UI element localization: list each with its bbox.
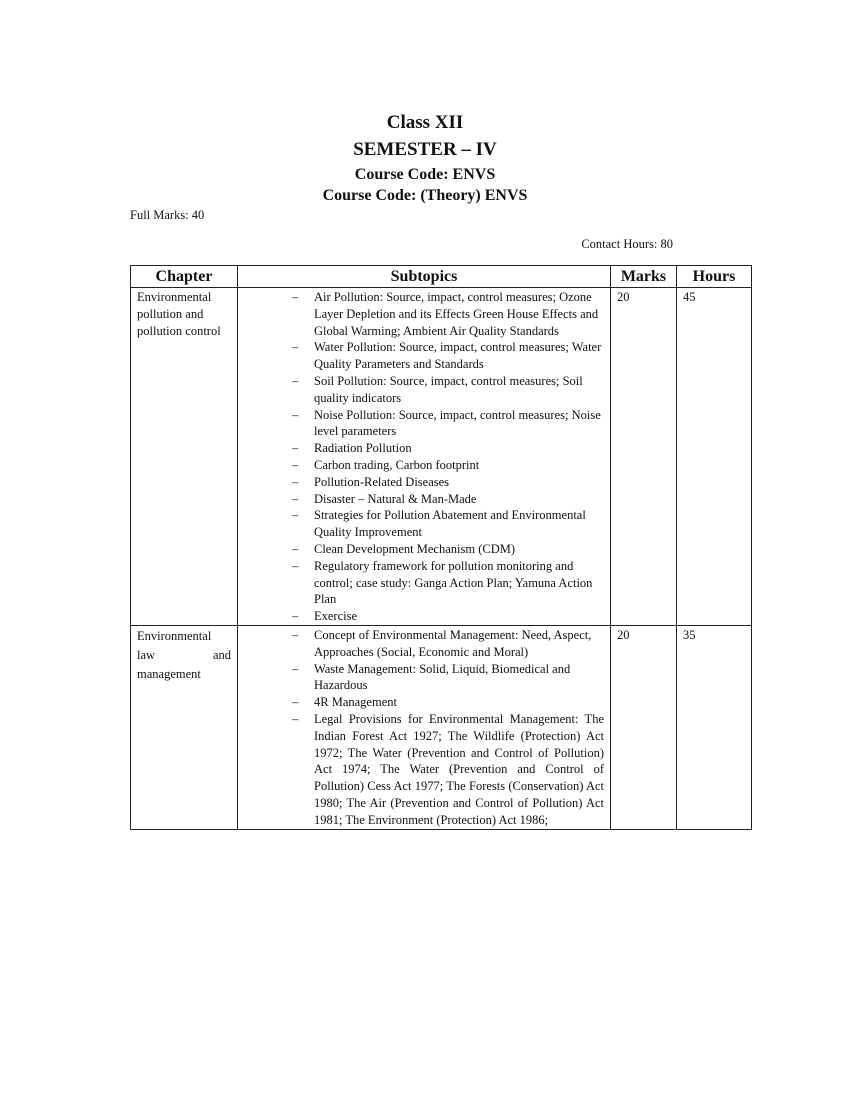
header-chapter: Chapter <box>131 266 238 288</box>
list-item <box>292 711 604 829</box>
subtopics-cell <box>238 625 611 829</box>
list-item <box>292 558 604 608</box>
list-item <box>292 507 604 541</box>
list-item <box>292 457 604 474</box>
dash-bullet: – <box>292 340 299 355</box>
list-item <box>292 541 604 558</box>
subtopic-list <box>244 627 604 829</box>
subtopics-cell <box>238 288 611 626</box>
header-hours: Hours <box>677 266 752 288</box>
hours-cell <box>677 625 752 829</box>
course-code-theory: Course Code: (Theory) ENVS <box>322 187 528 204</box>
marks-cell <box>611 288 677 626</box>
chapter-name: Environmental pollution and pollution control <box>137 290 221 338</box>
table-header-row <box>131 266 752 288</box>
header-marks: Marks <box>611 266 677 288</box>
subtopic-text: Concept of Environmental Management: Need, Aspect, Approaches (Social, Economic and Moral) <box>314 627 592 659</box>
subtopic-text: Water Pollution: Source, impact, control measures; Water Quality Parameters and Standards <box>314 340 602 372</box>
dash-bullet: – <box>292 609 299 624</box>
semester-title: SEMESTER – IV <box>353 139 497 160</box>
table-row <box>131 288 752 626</box>
chapter-name: Environmental law and management <box>137 628 231 681</box>
marks-value: 20 <box>617 290 630 304</box>
subtopic-text: Soil Pollution: Source, impact, control measures; Soil quality indicators <box>314 373 583 405</box>
list-item <box>292 608 604 625</box>
marks-cell <box>611 625 677 829</box>
list-item <box>292 289 604 339</box>
list-item <box>292 407 604 441</box>
dash-bullet: – <box>292 627 299 642</box>
syllabus-table <box>130 265 752 830</box>
dash-bullet: – <box>292 457 299 472</box>
subtopic-text: Noise Pollution: Source, impact, control measures; Noise level parameters <box>314 407 601 439</box>
class-title: Class XII <box>386 112 464 133</box>
dash-bullet: – <box>292 541 299 556</box>
subtopic-text: 4R Management <box>314 695 397 710</box>
subtopic-text: Exercise <box>314 609 358 624</box>
chapter-cell <box>131 625 238 829</box>
subtopic-text: Regulatory framework for pollution monitoring and control; case study: Ganga Action Plan; Yamuna Action Plan <box>314 558 593 607</box>
contact-hours: Contact Hours: 80 <box>581 237 673 251</box>
dash-bullet: – <box>292 474 299 489</box>
list-item <box>292 373 604 407</box>
list-item <box>292 694 604 711</box>
dash-bullet: – <box>292 711 299 726</box>
header-subtopics: Subtopics <box>238 266 611 288</box>
hours-value: 35 <box>683 627 696 642</box>
subtopic-text: Legal Provisions for Environmental Management: The Indian Forest Act 1927; The Wildlife (Protection) Act 1972; The Water (Prevention and Control of Pollution) Act 1974; The Water (Prevention and Control of Pollution) Cess Act 1977; The Forests (Conservation) Act 1980; The Air (Prevention and Control of Pollution) Act 1981; The Environment (Protection) Act 1986; <box>314 711 604 827</box>
list-item <box>292 627 604 661</box>
marks-value: 20 <box>617 627 630 642</box>
list-item <box>292 474 604 491</box>
list-item <box>292 440 604 457</box>
dash-bullet: – <box>292 695 299 710</box>
subtopic-text: Clean Development Mechanism (CDM) <box>314 541 515 556</box>
dash-bullet: – <box>292 290 299 304</box>
subtopic-text: Radiation Pollution <box>314 441 412 456</box>
subtopic-text: Disaster – Natural & Man-Made <box>314 491 477 506</box>
hours-value: 45 <box>683 290 696 304</box>
subtopic-list <box>244 289 604 625</box>
dash-bullet: – <box>292 508 299 523</box>
course-code: Course Code: ENVS <box>354 166 496 183</box>
full-marks: Full Marks: 40 <box>130 208 205 222</box>
hours-cell <box>677 288 752 626</box>
list-item <box>292 661 604 695</box>
subtopic-text: Carbon trading, Carbon footprint <box>314 457 480 472</box>
list-item <box>292 491 604 508</box>
dash-bullet: – <box>292 373 299 388</box>
dash-bullet: – <box>292 407 299 422</box>
subtopic-text: Air Pollution: Source, impact, control measures; Ozone Layer Depletion and its Effects Green House Effects and Global Warming; Ambient Air Quality Standards <box>314 290 599 338</box>
table-row <box>131 625 752 829</box>
dash-bullet: – <box>292 661 299 676</box>
chapter-cell <box>131 288 238 626</box>
dash-bullet: – <box>292 441 299 456</box>
list-item <box>292 339 604 373</box>
subtopic-text: Waste Management: Solid, Liquid, Biomedical and Hazardous <box>314 661 571 693</box>
subtopic-text: Strategies for Pollution Abatement and Environmental Quality Improvement <box>314 508 586 540</box>
dash-bullet: – <box>292 558 299 573</box>
dash-bullet: – <box>292 491 299 506</box>
subtopic-text: Pollution-Related Diseases <box>314 474 450 489</box>
